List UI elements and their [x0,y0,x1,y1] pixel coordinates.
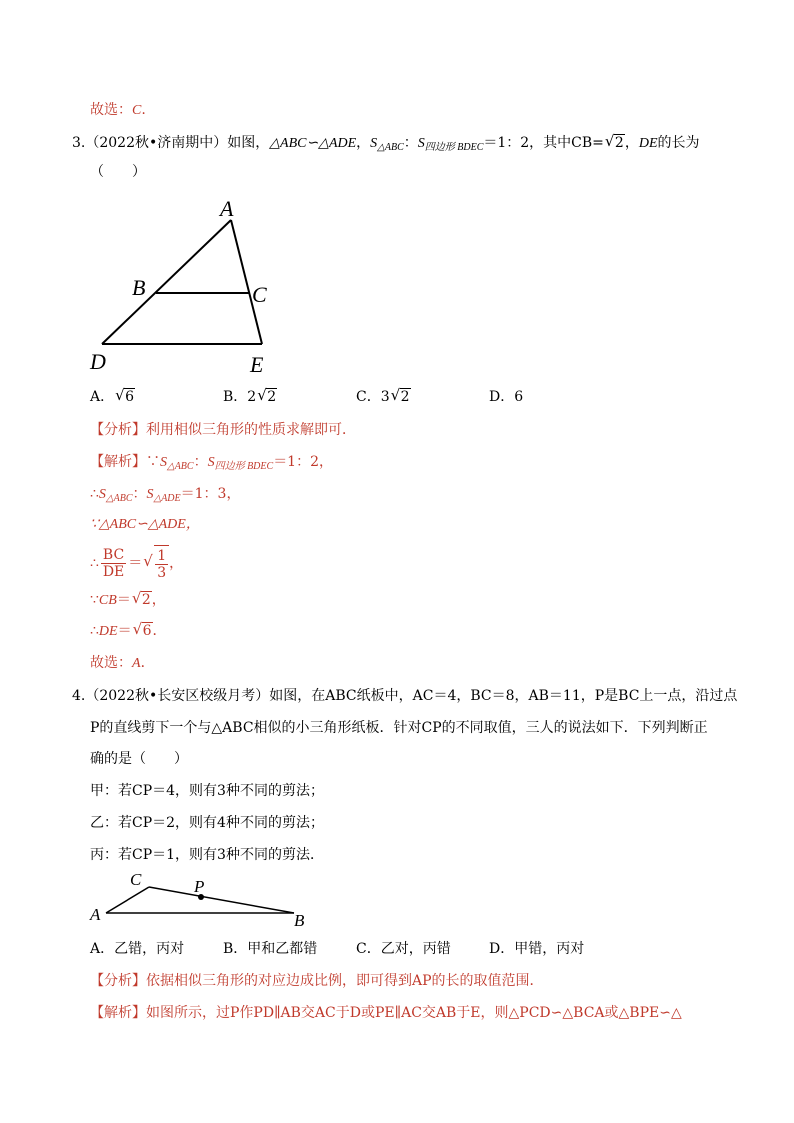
q4-statement-yi: 乙：若CP＝2，则有4种不同的剪法； [90,815,324,831]
q4-option-a[interactable]: A．乙错，丙对 [90,941,185,957]
q4-number: 4. [72,688,86,704]
q3-sol2-s2: S [146,487,154,502]
q3-sol4-rad-denominator: 3 [157,564,167,581]
q3-sol1-because: ∵ [146,454,160,470]
q3-sol4-eq: ＝ [128,555,143,572]
q3-option-c-label: C． [356,389,381,405]
q4-stem-line1 [72,686,738,706]
q3-answer-end: ． [140,655,155,671]
q4-stem-line3: 确的是（ ） [90,751,188,767]
q4-statement-bing: 丙：若CP＝1，则有3种不同的剪法． [90,847,324,863]
q3-option-b-sqrt [257,387,277,407]
q3-option-b-label: B． [223,389,248,405]
q3-sol5-radicand: 2 [141,592,151,608]
q3-option-c-sqrt [391,387,411,407]
q3-de: DE [638,136,658,151]
q3-sol1-s2: S [207,455,215,470]
prev-answer-value: C [132,103,142,118]
q3-sol2-colon: ： [132,486,147,502]
q3-sol2-s1-sub: △ABC [105,493,133,504]
q3-sol6-radicand: 6 [142,623,152,639]
q4-option-d[interactable]: D．甲错，丙对 [489,941,585,957]
q3-options [90,387,724,407]
q4-analysis-text: 依据相似三角形的对应边成比例，即可得到AP的长的取值范围． [146,973,544,989]
q4-analysis-tag: 【分析】 [90,973,146,989]
q3-analysis-text: 利用相似三角形的性质求解即可． [146,422,356,438]
q3-sol5-tail: ， [151,592,166,608]
q4-label-b: B [294,911,305,928]
q3-sol2-s2-sub: △ADE [153,493,181,504]
q3-option-d-label: D． [489,389,515,405]
q4-source: （2022秋•长安区校级月考） [85,688,270,704]
q3-answer [90,653,724,674]
q4-stem-line2: P的直线剪下一个与△ABC相似的小三角形纸板．针对CP的不同取值，三人的说法如下．下列判断正 [90,720,708,736]
q3-colon: ： [403,135,418,151]
q3-option-d-value: 6 [514,389,524,405]
q3-sol1-s1: S [160,455,167,470]
q3-option-b[interactable] [223,387,356,407]
q3-s1: S [370,136,378,151]
q3-cb-sqrt [605,133,625,153]
q3-s2: S [417,136,425,151]
q4-option-c[interactable]: C．乙对，丙错 [356,941,451,957]
q3-sol1-tail: ＝1：2， [273,454,334,470]
q4-option-b[interactable]: B．甲和乙都错 [223,941,318,957]
q3-label-c: C [252,282,267,307]
q3-text-a: 如图， [227,135,270,151]
q4-side-ac [106,887,149,913]
q4-label-c: C [130,870,142,889]
q3-sol1-s1-sub: △ABC [167,461,194,472]
q4-options [90,939,724,959]
q4-triangle-figure [86,868,326,928]
q3-similarity: △ABC∽△ADE [269,136,357,151]
q3-s2-sub: 四边形 BDEC [424,142,484,153]
q3-sol2-s1: S [98,487,106,502]
q4-solution [90,1003,734,1023]
q3-option-a-radicand: 6 [125,389,135,405]
q3-analysis-tag: 【分析】 [90,422,146,438]
prev-answer-end: . [141,102,146,118]
q3-sol5-because: ∵ [90,592,99,608]
q3-triangle-figure [86,192,286,377]
q3-option-a[interactable] [90,387,223,407]
q3-answer-value: A [132,656,141,671]
q3-option-b-coef: 2 [247,389,257,405]
prev-answer-label: 故选： [90,102,132,118]
q3-label-b: B [132,275,146,300]
q4-solution-text: 如图所示，过P作PD∥AB交AC于D或PE∥AC交AB于E，则△PCD∽△BCA或△BPE∽△ [146,1005,682,1021]
q3-label-d: D [90,349,106,374]
q3-ratio: ＝1：2，其中CB= [483,135,604,151]
q3-sol6-eq: ＝ [117,623,132,639]
q3-paren: （ ） [90,164,146,180]
q3-solution-line2 [90,484,724,509]
q4-line1-text: 如图，在ABC纸板中，AC＝4，BC＝8，AB＝11，P是BC上一点，沿过点 [269,688,738,704]
q3-sol6-var: DE [98,624,118,639]
prev-answer-line [90,100,724,121]
q3-text-c: 的长为 [657,135,700,151]
q3-solution-line4 [90,545,724,582]
q3-solution-line3: ∵△ABC∽△ADE， [90,517,200,532]
q3-option-d[interactable] [489,387,622,407]
q3-option-b-radicand: 2 [267,389,277,405]
q3-sol5-eq: ＝ [116,592,131,608]
q3-option-a-sqrt [115,387,135,407]
q3-sol6-tail: ． [152,623,167,639]
q3-option-c-radicand: 2 [400,389,410,405]
q4-side-cb [149,887,294,913]
q3-text-b: ， [624,135,639,151]
q4-label-a: A [90,905,101,924]
q3-sol5-sqrt [132,590,152,610]
q3-sol4-sqrt [143,545,169,582]
q3-sol4-therefore: ∴ [90,555,99,572]
q3-sol4-rad-numerator: √ 1 [157,547,167,564]
q3-sol1-colon: ： [193,454,208,470]
q3-comma: ， [356,135,371,151]
q3-sol4-numerator: BC [102,547,125,563]
q3-solution-line6 [90,621,724,642]
q3-cb-radicand: 2 [614,135,624,151]
q3-sol6-therefore: ∴ [90,623,99,639]
q3-sol4-fraction [101,547,126,580]
q3-sol4-tail: ， [169,555,184,572]
q4-solution-tag: 【解析】 [90,1005,146,1021]
q3-label-e: E [250,352,264,377]
q3-solution-tag: 【解析】 [90,454,146,470]
q3-solution-line1 [90,452,724,477]
q3-solution-line5 [90,590,724,611]
q3-option-c[interactable] [356,387,489,407]
q3-sol4-denominator: DE [102,564,125,580]
q3-analysis [90,420,724,440]
q3-answer-label: 故选： [90,655,132,671]
q3-source: （2022秋•济南期中） [85,135,228,151]
q3-stem-line1 [72,133,724,158]
q3-sol5-var: CB [98,593,117,608]
q3-option-c-coef: 3 [380,389,390,405]
q3-sol2-tail: ＝1：3， [180,486,241,502]
q3-side-ad [102,220,231,344]
q3-label-a: A [220,196,234,221]
q3-option-a-label: A． [90,389,115,405]
q3-s1-sub: △ABC [377,142,404,153]
q3-sol2-therefore: ∴ [90,486,99,502]
q3-sol1-s2-sub: 四边形 BDEC [214,461,274,472]
q4-analysis [90,971,724,991]
q4-label-p: P [194,877,205,896]
q3-number: 3. [72,135,86,151]
q3-sol6-sqrt [133,621,153,641]
q4-statement-jia: 甲：若CP＝4，则有3种不同的剪法； [90,783,324,799]
